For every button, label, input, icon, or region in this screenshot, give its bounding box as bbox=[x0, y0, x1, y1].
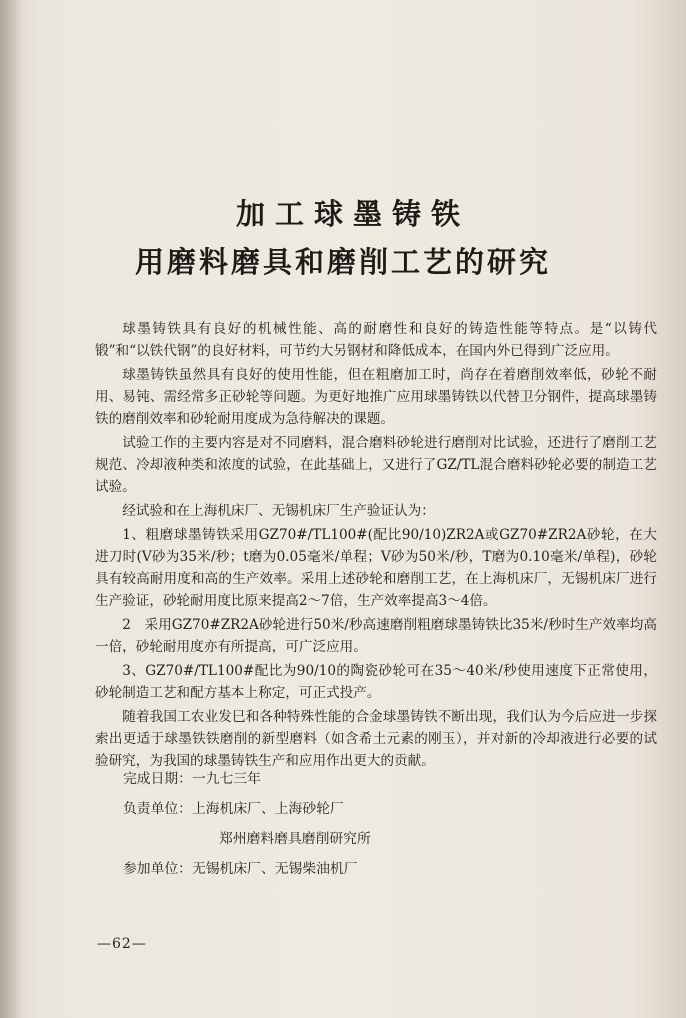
paragraph-result-3: 3、GZ70#/TL100#配比为90/10的陶瓷砂轮可在35～40米/秒使用速度下正常使用，砂轮制造工艺和配方基本上称定，可正式投产。 bbox=[95, 663, 657, 701]
responsible-unit: 负责单位：上海机床厂、上海砂轮厂 bbox=[123, 801, 344, 817]
responsible-unit-continued: 郑州磨料磨具磨削研究所 bbox=[219, 831, 371, 847]
document-meta bbox=[95, 764, 615, 884]
paragraph-work: 试验工作的主要内容是对不同磨料，混合磨料砂轮进行磨削对比试验，还进行了磨削工艺规范、冷却液种类和浓度的试验，在此基础上，又进行了GZ/TL混合磨料砂轮必要的制造工艺试验。 bbox=[95, 435, 657, 495]
paragraph-outlook: 随着我国工农业发巳和各种特殊性能的合金球墨铸铁不断出现，我们认为今后应进一步探索出更适于球墨铁铁磨削的新型磨料（如含希土元素的刚玉），并对新的冷却液进行必要的试验研究，为我国的球墨铸铁生产和应用作出更大的贡献。 bbox=[95, 709, 657, 769]
title-line-1: 加工球墨铸铁 bbox=[235, 197, 470, 231]
completion-date: 完成日期：一九七三年 bbox=[123, 771, 261, 787]
paragraph-intro: 球墨铸铁具有良好的机械性能、高的耐磨性和良好的铸造性能等特点。是“以铸代锻”和“以铁代钢”的良好材料，可节约大另钢材和降低成本，在国内外已得到广泛应用。 bbox=[95, 321, 657, 359]
page-number: —62— bbox=[97, 936, 147, 952]
paragraph-verification: 经试验和在上海机床厂、无锡机床厂生产验证认为： bbox=[122, 503, 435, 519]
participating-unit: 参加单位：无锡机床厂、无锡柴油机厂 bbox=[123, 861, 358, 877]
body-text bbox=[95, 318, 657, 774]
paragraph-problem: 球墨铸铁虽然具有良好的使用性能，但在粗磨加工时，尚存在着磨削效率低，砂轮不耐用、易钝、需经常多正砂轮等问题。为更好地推广应用球墨铸铁以代替卫分钢件，提高球墨铸铁的磨削效率和砂轮耐用度成为急待解决的课题。 bbox=[95, 367, 657, 427]
paragraph-result-2: 2 采用GZ70#ZR2A砂轮进行50米/秒高速磨削粗磨球墨铸铁比35米/秒时生产效率均高一倍，砂轮耐用度亦有所提高，可广泛应用。 bbox=[95, 617, 657, 655]
title-line-2: 用磨料磨具和磨削工艺的研究 bbox=[134, 245, 551, 279]
paragraph-result-1: 1、粗磨球墨铸铁采用GZ70#/TL100#(配比90/10)ZR2A或GZ70#ZR2A砂轮，在大进刀时(V砂为35米/秒；t磨为0.05毫米/单程；V砂为50米/秒，T磨为0.10毫米/单程)，砂轮具有较高耐用度和高的生产效率。采用上述砂轮和磨削工艺，在上海机床厂，无锡机床厂进行生产验证，砂轮耐用度比原来提高2～7倍，生产效率提高3～4倍。 bbox=[95, 527, 657, 609]
page-spine-shadow bbox=[0, 0, 22, 1018]
